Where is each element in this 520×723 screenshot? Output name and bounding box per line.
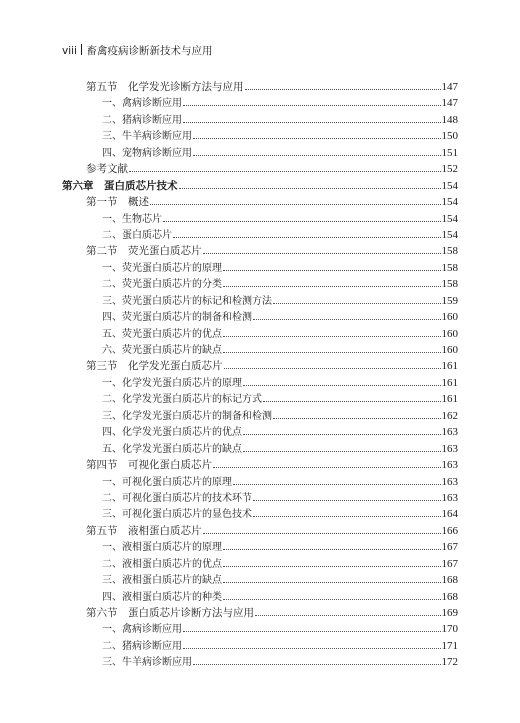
toc-entry-title: 三、可视化蛋白质芯片的显色技术 (102, 509, 252, 521)
toc-entry-page: 168 (441, 590, 458, 603)
toc-entry-item[interactable] (62, 589, 458, 605)
toc-entry-page: 163 (441, 459, 458, 472)
dot-leader (193, 128, 441, 139)
toc-entry-title: 五、荧光蛋白质芯片的优点 (102, 328, 222, 340)
toc-entry-title: 二、液相蛋白质芯片的优点 (102, 558, 222, 570)
toc-entry-page: 161 (441, 393, 458, 406)
toc-entry-section[interactable] (62, 243, 458, 259)
toc-entry-title: 二、猪病诊断应用 (102, 114, 182, 126)
toc-entry-item[interactable] (62, 441, 458, 457)
toc-entry-title: 二、可视化蛋白质芯片的技术环节 (102, 492, 252, 504)
dot-leader (183, 112, 441, 123)
toc-entry-page: 163 (441, 491, 458, 504)
toc-entry-page: 154 (441, 212, 458, 225)
toc-entry-item[interactable] (62, 424, 458, 440)
toc-entry-page: 161 (441, 376, 458, 389)
toc-entry-item[interactable] (62, 95, 458, 111)
dot-leader (253, 490, 441, 501)
toc-entry-item[interactable] (62, 391, 458, 407)
dot-leader (243, 424, 441, 435)
dot-leader (183, 638, 441, 649)
toc-entry-page: 147 (441, 81, 458, 93)
dot-leader (273, 408, 441, 419)
toc-entry-title: 二、蛋白质芯片 (102, 229, 172, 241)
toc-entry-item[interactable] (62, 654, 458, 670)
dot-leader (213, 457, 441, 468)
running-header (62, 44, 212, 58)
dot-leader (173, 227, 441, 238)
toc-entry-page: 167 (441, 557, 458, 570)
toc-entry-item[interactable] (62, 474, 458, 490)
toc-entry-page: 167 (441, 541, 458, 554)
dot-leader (253, 309, 441, 320)
toc-entry-page: 164 (441, 508, 458, 521)
toc-entry-title: 三、荧光蛋白质芯片的标记和检测方法 (102, 295, 272, 307)
toc-entry-item[interactable] (62, 276, 458, 292)
toc-entry-page: 148 (441, 113, 458, 126)
toc-entry-title: 第六节 蛋白质芯片诊断方法与应用 (86, 607, 254, 619)
toc-entry-item[interactable] (62, 556, 458, 572)
toc-entry-section[interactable] (62, 457, 458, 473)
dot-leader (183, 95, 441, 106)
toc-entry-item[interactable] (62, 539, 458, 555)
toc-entry-page: 161 (441, 360, 458, 373)
dot-leader (263, 391, 441, 402)
dot-leader (203, 523, 441, 534)
toc-entry-title: 一、化学发光蛋白质芯片的原理 (102, 377, 242, 389)
toc-entry-section[interactable] (62, 523, 458, 539)
toc-entry-page: 158 (441, 245, 458, 258)
header-page-number: viii (62, 45, 77, 57)
toc-entry-item[interactable] (62, 490, 458, 506)
toc-entry-page: 172 (441, 656, 458, 669)
dot-leader (150, 194, 441, 205)
dot-leader (203, 243, 441, 254)
toc-entry-item[interactable] (62, 375, 458, 391)
toc-entry-title: 二、猪病诊断应用 (102, 640, 182, 652)
toc-entry-page: 163 (441, 475, 458, 488)
toc-entry-title: 参考文献 (86, 163, 128, 176)
toc-entry-page: 152 (441, 163, 458, 176)
toc-entry-page: 151 (441, 146, 458, 159)
toc-entry-title: 第二节 荧光蛋白质芯片 (86, 245, 202, 258)
toc-entry-item[interactable] (62, 145, 458, 161)
toc-entry-title: 第五节 液相蛋白质芯片 (86, 524, 202, 537)
toc-entry-page: 150 (441, 130, 458, 143)
dot-leader (183, 621, 441, 632)
toc-entry-section[interactable] (62, 358, 458, 374)
toc-entry-item[interactable] (62, 128, 458, 144)
dot-leader (223, 276, 441, 287)
toc-entry-title: 四、化学发光蛋白质芯片的优点 (102, 427, 242, 439)
toc-entry-section[interactable] (62, 79, 458, 95)
dot-leader (223, 539, 441, 550)
dot-leader (223, 342, 441, 353)
toc-entry-title: 第五节 化学发光诊断方法与应用 (86, 81, 244, 93)
dot-leader (245, 79, 441, 90)
toc-entry-item[interactable] (62, 326, 458, 342)
dot-leader (223, 589, 441, 600)
toc-entry-title: 四、宠物病诊断应用 (102, 147, 192, 159)
dot-leader (223, 572, 441, 583)
dot-leader (233, 474, 441, 485)
toc-entry-ref[interactable] (62, 161, 458, 177)
toc-entry-item[interactable] (62, 638, 458, 654)
toc-entry-title: 第六章 蛋白质芯片技术 (62, 179, 178, 192)
toc-entry-title: 三、牛羊病诊断应用 (102, 131, 192, 143)
toc-entry-page: 154 (441, 196, 458, 209)
toc-entry-page: 147 (441, 97, 458, 110)
toc-entry-title: 第四节 可视化蛋白质芯片 (86, 459, 212, 472)
toc-entry-page: 158 (441, 261, 458, 274)
dot-leader (243, 441, 441, 452)
toc-entry-section[interactable] (62, 194, 458, 210)
toc-entry-item[interactable] (62, 342, 458, 358)
toc-entry-page: 154 (441, 179, 458, 192)
dot-leader (243, 375, 441, 386)
dot-leader (223, 260, 441, 271)
toc-entry-page: 171 (441, 639, 458, 652)
dot-leader (273, 293, 441, 304)
toc-entry-item[interactable] (62, 112, 458, 128)
toc-entry-title: 二、化学发光蛋白质芯片的标记方式 (102, 394, 262, 406)
toc-entry-title: 三、液相蛋白质芯片的缺点 (102, 575, 222, 587)
toc-entry-page: 168 (441, 574, 458, 587)
toc-entry-item[interactable] (62, 506, 458, 522)
toc-entry-title: 六、荧光蛋白质芯片的缺点 (102, 345, 222, 356)
dot-leader (129, 161, 441, 172)
toc-entry-page: 160 (441, 344, 458, 356)
toc-entry-title: 一、禽病诊断应用 (102, 98, 182, 110)
dot-leader (253, 506, 441, 517)
toc-entry-page: 169 (441, 607, 458, 619)
toc-entry-page: 160 (441, 327, 458, 340)
toc-entry-title: 三、化学发光蛋白质芯片的制备和检测 (102, 410, 272, 422)
dot-leader (223, 556, 441, 567)
toc-entry-title: 四、液相蛋白质芯片的种类 (102, 591, 222, 603)
toc-entry-item[interactable] (62, 211, 458, 227)
toc-entry-title: 第一节 概述 (86, 196, 149, 209)
toc-entry-title: 一、禽病诊断应用 (102, 624, 182, 636)
dot-leader (223, 326, 441, 337)
toc-entry-chapter[interactable] (62, 178, 458, 194)
dot-leader (193, 145, 441, 156)
toc-entry-title: 一、液相蛋白质芯片的原理 (102, 542, 222, 554)
toc-entry-item[interactable] (62, 227, 458, 243)
dot-leader (163, 211, 441, 222)
toc-entry-section[interactable] (62, 605, 458, 621)
dot-leader (224, 358, 441, 369)
toc-entry-title: 三、牛羊病诊断应用 (102, 657, 192, 669)
header-divider (81, 44, 83, 55)
dot-leader (179, 178, 441, 189)
toc-entry-item[interactable] (62, 572, 458, 588)
dot-leader (193, 654, 441, 665)
toc-entry-page: 154 (441, 228, 458, 241)
dot-leader (255, 605, 441, 616)
toc-entry-title: 第三节 化学发光蛋白质芯片 (86, 360, 223, 373)
toc-entry-page: 170 (441, 623, 458, 636)
toc-entry-item[interactable] (62, 260, 458, 276)
toc-entry-title: 一、荧光蛋白质芯片的原理 (102, 262, 222, 274)
toc-entry-page: 159 (441, 294, 458, 307)
toc-entry-page: 163 (441, 426, 458, 439)
toc-entry-page: 158 (441, 278, 458, 291)
toc-entry-item[interactable] (62, 408, 458, 424)
toc-entry-page: 166 (441, 524, 458, 537)
toc-entry-title: 一、生物芯片 (102, 213, 162, 225)
toc-entry-item[interactable] (62, 293, 458, 309)
toc-entry-item[interactable] (62, 309, 458, 325)
table-of-contents (62, 79, 458, 671)
toc-entry-title: 五、化学发光蛋白质芯片的缺点 (102, 443, 242, 455)
toc-entry-item[interactable] (62, 621, 458, 637)
header-book-title: 畜禽疫病诊断新技术与应用 (86, 45, 213, 57)
toc-entry-page: 160 (441, 311, 458, 324)
toc-entry-title: 一、可视化蛋白质芯片的原理 (102, 476, 232, 488)
toc-entry-page: 162 (441, 409, 458, 422)
toc-entry-page: 163 (441, 442, 458, 455)
toc-entry-title: 四、荧光蛋白质芯片的制备和检测 (102, 312, 252, 324)
toc-entry-title: 二、荧光蛋白质芯片的分类 (102, 279, 222, 291)
